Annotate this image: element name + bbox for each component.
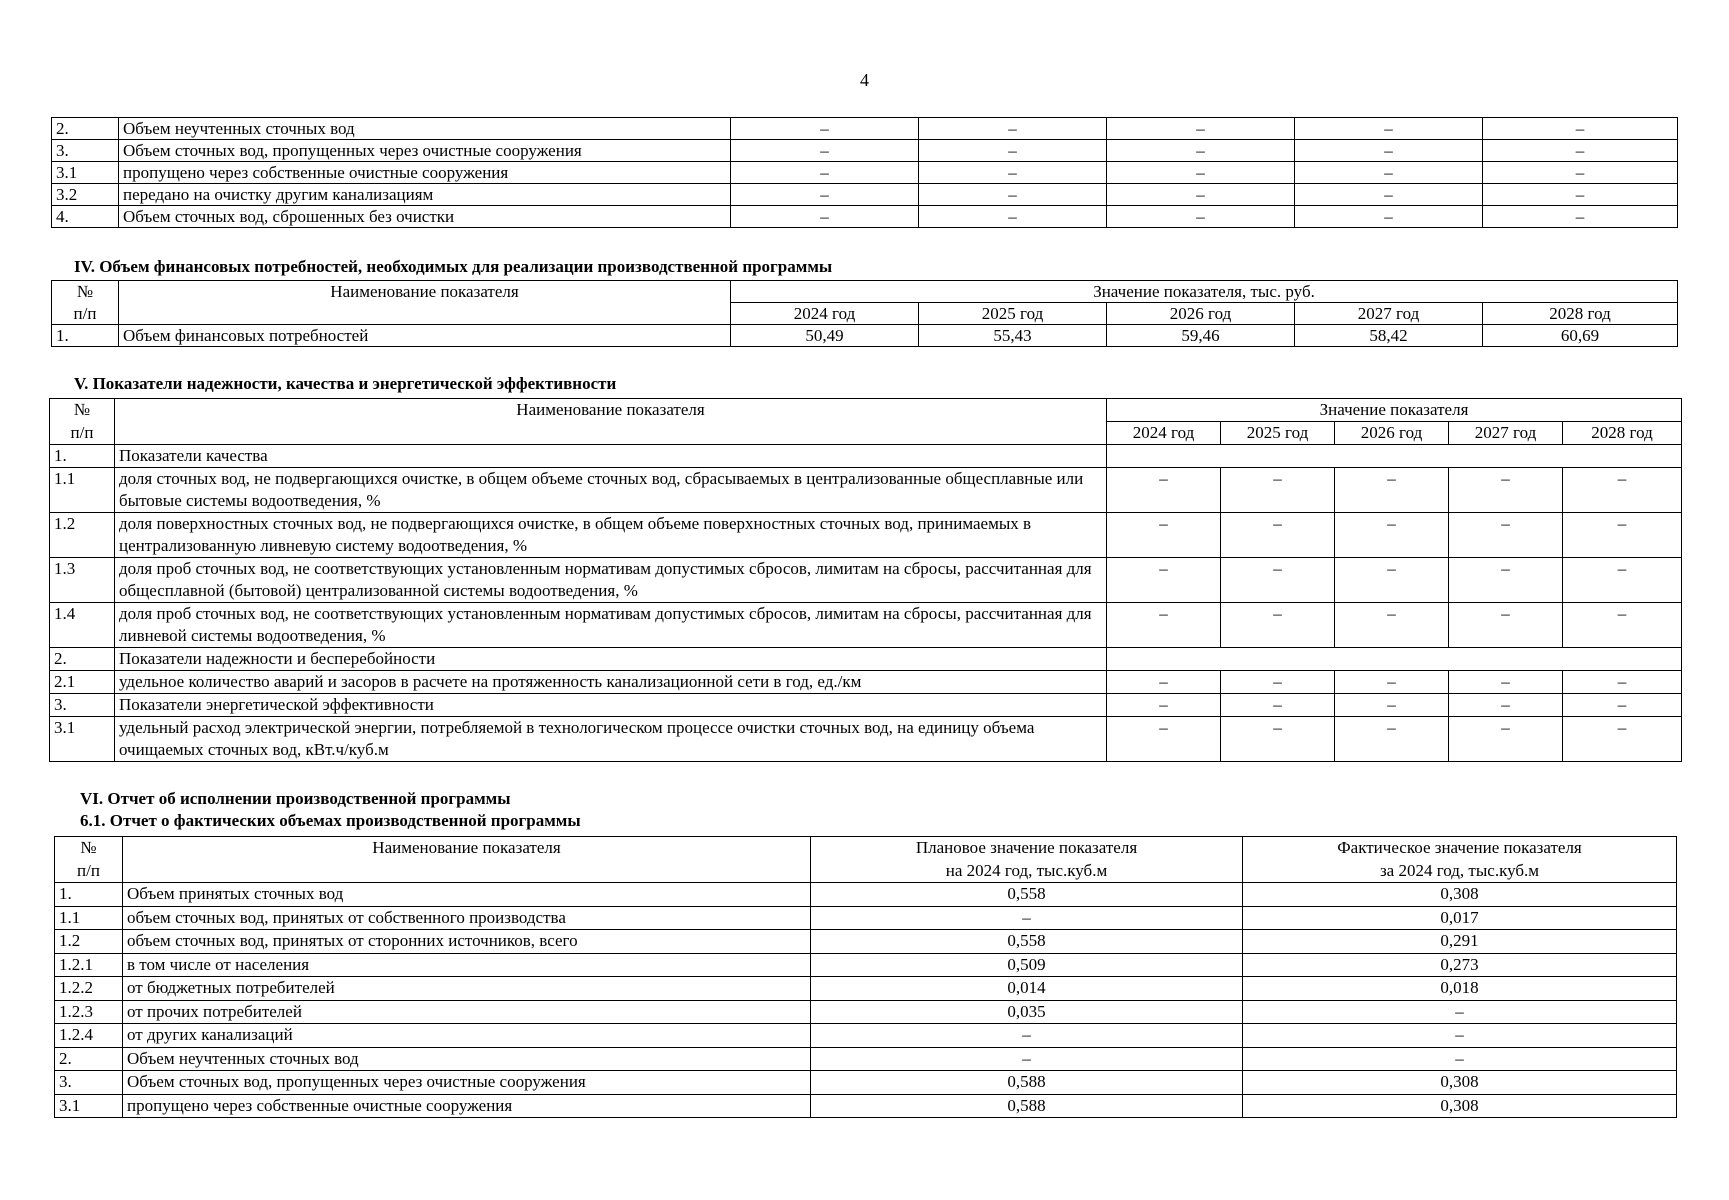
row-value: – <box>1449 513 1563 558</box>
header-num: № <box>50 399 115 422</box>
row-fact-value: 0,291 <box>1243 930 1677 954</box>
row-fact-value: – <box>1243 1000 1677 1024</box>
row-plan-value: 0,509 <box>811 953 1243 977</box>
row-value: – <box>1107 162 1295 184</box>
row-value: 58,42 <box>1295 325 1483 347</box>
row-number: 1.2 <box>50 513 115 558</box>
table-row <box>55 906 1677 930</box>
header-pp: п/п <box>55 860 123 883</box>
row-fact-value: 0,308 <box>1243 1094 1677 1118</box>
header-pp: п/п <box>52 303 119 325</box>
row-number: 1.3 <box>50 558 115 603</box>
row-name: передано на очистку другим канализациям <box>119 184 731 206</box>
page-number: 4 <box>860 70 869 90</box>
section6-title: VI. Отчет об исполнении производственной программы <box>80 789 511 808</box>
table-row <box>50 468 1682 513</box>
table-row <box>50 603 1682 648</box>
row-name: Объем неучтенных сточных вод <box>119 118 731 140</box>
row-number: 3.1 <box>55 1094 123 1118</box>
row-value: – <box>1449 603 1563 648</box>
row-name: Объем неучтенных сточных вод <box>123 1047 811 1071</box>
row-value: – <box>1483 162 1678 184</box>
table-row <box>55 1071 1677 1095</box>
row-value: – <box>731 118 919 140</box>
table-row <box>52 184 1678 206</box>
row-value: – <box>1335 558 1449 603</box>
continued-table <box>51 117 1678 228</box>
row-name: от прочих потребителей <box>123 1000 811 1024</box>
row-value: – <box>1563 468 1682 513</box>
row-value-empty <box>1107 648 1682 671</box>
row-number: 1.4 <box>50 603 115 648</box>
row-number: 1. <box>50 445 115 468</box>
row-plan-value: 0,588 <box>811 1094 1243 1118</box>
table-row <box>50 445 1682 468</box>
row-value: – <box>1221 603 1335 648</box>
row-fact-value: 0,018 <box>1243 977 1677 1001</box>
year-header: 2027 год <box>1295 303 1483 325</box>
row-fact-value: 0,308 <box>1243 1071 1677 1095</box>
row-name: объем сточных вод, принятых от сторонних источников, всего <box>123 930 811 954</box>
row-name: Показатели надежности и бесперебойности <box>115 648 1107 671</box>
table-row <box>55 977 1677 1001</box>
row-number: 3.1 <box>52 162 119 184</box>
row-value: – <box>1335 694 1449 717</box>
table-row <box>55 1047 1677 1071</box>
row-value: – <box>919 140 1107 162</box>
table-row <box>52 325 1678 347</box>
table-row <box>52 140 1678 162</box>
header-num: № <box>55 837 123 860</box>
row-number: 2. <box>50 648 115 671</box>
table-row <box>50 694 1682 717</box>
row-value: – <box>1563 513 1682 558</box>
row-value: – <box>1335 468 1449 513</box>
row-number: 3. <box>55 1071 123 1095</box>
row-name: доля поверхностных сточных вод, не подвергающихся очистке, в общем объеме поверхностных сточных вод, принимаемых в централизованную ливневую систему водоотведения, % <box>115 513 1107 558</box>
reliability-quality-table <box>49 398 1682 762</box>
header-pp: п/п <box>50 422 115 445</box>
row-name: доля проб сточных вод, не соответствующих установленным нормативам допустимых сбросов, лимитам на сбросы, рассчитанная для ливневой системы водоотведения, % <box>115 603 1107 648</box>
row-plan-value: 0,035 <box>811 1000 1243 1024</box>
table-row <box>55 930 1677 954</box>
row-number: 2. <box>55 1047 123 1071</box>
header-plan-line1: Плановое значение показателя <box>811 837 1243 860</box>
table-row <box>50 648 1682 671</box>
header-name: Наименование показателя <box>123 837 811 883</box>
row-plan-value: – <box>811 1047 1243 1071</box>
row-name: Объем финансовых потребностей <box>119 325 731 347</box>
header-fact-line2: за 2024 год, тыс.куб.м <box>1243 860 1677 883</box>
row-name: Объем сточных вод, пропущенных через очистные сооружения <box>119 140 731 162</box>
row-name: пропущено через собственные очистные сооружения <box>123 1094 811 1118</box>
row-value: – <box>1295 206 1483 228</box>
row-fact-value: – <box>1243 1024 1677 1048</box>
header-value: Значение показателя, тыс. руб. <box>731 281 1678 303</box>
row-name: Объем сточных вод, сброшенных без очистки <box>119 206 731 228</box>
table-row <box>52 206 1678 228</box>
row-number: 1.2.1 <box>55 953 123 977</box>
row-value: – <box>1449 694 1563 717</box>
table-row <box>55 953 1677 977</box>
row-value: – <box>1563 558 1682 603</box>
row-value: – <box>1221 694 1335 717</box>
row-value: – <box>1483 140 1678 162</box>
row-number: 1.1 <box>55 906 123 930</box>
row-name: удельное количество аварий и засоров в расчете на протяженность канализационной сети в год, ед./км <box>115 671 1107 694</box>
row-value: – <box>1335 717 1449 762</box>
row-value: – <box>1449 671 1563 694</box>
header-num: № <box>52 281 119 303</box>
table-row <box>55 1024 1677 1048</box>
row-value: – <box>1295 184 1483 206</box>
row-name: объем сточных вод, принятых от собственного производства <box>123 906 811 930</box>
row-value: – <box>1107 717 1221 762</box>
table-row <box>55 1000 1677 1024</box>
section4-title: IV. Объем финансовых потребностей, необходимых для реализации производственной программы <box>74 257 833 276</box>
row-value: – <box>1563 671 1682 694</box>
row-value: – <box>1107 468 1221 513</box>
row-number: 1.2.4 <box>55 1024 123 1048</box>
row-value: – <box>1449 717 1563 762</box>
row-name: доля проб сточных вод, не соответствующих установленным нормативам допустимых сбросов, лимитам на сбросы, рассчитанная для общесплавной (бытовой) централизованной системы водоотведения, % <box>115 558 1107 603</box>
row-value: – <box>1107 184 1295 206</box>
row-number: 3. <box>50 694 115 717</box>
row-name: Объем принятых сточных вод <box>123 883 811 907</box>
row-name: Показатели качества <box>115 445 1107 468</box>
row-value: – <box>1563 694 1682 717</box>
row-value: – <box>1335 603 1449 648</box>
table-row <box>50 671 1682 694</box>
row-value: – <box>1483 206 1678 228</box>
table-row <box>50 717 1682 762</box>
row-value-empty <box>1107 445 1682 468</box>
row-value: – <box>1107 513 1221 558</box>
row-value: – <box>1563 717 1682 762</box>
row-name: Показатели энергетической эффективности <box>115 694 1107 717</box>
row-value: – <box>1107 206 1295 228</box>
row-name: от других канализаций <box>123 1024 811 1048</box>
year-header: 2026 год <box>1107 303 1295 325</box>
table-row <box>52 118 1678 140</box>
row-value: – <box>1221 513 1335 558</box>
row-value: – <box>1295 118 1483 140</box>
row-name: удельный расход электрической энергии, потребляемой в технологическом процессе очистки сточных вод, на единицу объема очищаемых сточных вод, кВт.ч/куб.м <box>115 717 1107 762</box>
table-row <box>55 883 1677 907</box>
row-value: – <box>1221 468 1335 513</box>
header-name: Наименование показателя <box>119 281 731 325</box>
row-number: 1.2.3 <box>55 1000 123 1024</box>
row-plan-value: 0,558 <box>811 883 1243 907</box>
row-value: – <box>1107 140 1295 162</box>
header-value: Значение показателя <box>1107 399 1682 422</box>
row-number: 1. <box>55 883 123 907</box>
row-value: – <box>1483 184 1678 206</box>
row-number: 2. <box>52 118 119 140</box>
row-number: 1. <box>52 325 119 347</box>
row-value: – <box>1449 558 1563 603</box>
row-name: доля сточных вод, не подвергающихся очистке, в общем объеме сточных вод, сбрасываемых в централизованные общесплавные или бытовые системы водоотведения, % <box>115 468 1107 513</box>
row-value: – <box>1563 603 1682 648</box>
row-value: 60,69 <box>1483 325 1678 347</box>
row-value: – <box>919 206 1107 228</box>
row-value: – <box>919 162 1107 184</box>
row-value: 59,46 <box>1107 325 1295 347</box>
row-value: – <box>1295 162 1483 184</box>
header-plan-line2: на 2024 год, тыс.куб.м <box>811 860 1243 883</box>
row-name: в том числе от населения <box>123 953 811 977</box>
row-value: – <box>1221 558 1335 603</box>
row-plan-value: 0,588 <box>811 1071 1243 1095</box>
row-value: – <box>1221 671 1335 694</box>
row-plan-value: – <box>811 1024 1243 1048</box>
row-value: – <box>919 184 1107 206</box>
section5-title: V. Показатели надежности, качества и энергетической эффективности <box>74 374 617 393</box>
row-name: пропущено через собственные очистные сооружения <box>119 162 731 184</box>
row-number: 1.1 <box>50 468 115 513</box>
row-plan-value: 0,558 <box>811 930 1243 954</box>
row-number: 1.2 <box>55 930 123 954</box>
row-number: 3.1 <box>50 717 115 762</box>
table-row <box>50 513 1682 558</box>
row-value: – <box>1107 558 1221 603</box>
year-header: 2028 год <box>1563 422 1682 445</box>
row-value: – <box>1335 513 1449 558</box>
row-fact-value: 0,308 <box>1243 883 1677 907</box>
row-value: – <box>1107 694 1221 717</box>
row-value: – <box>1295 140 1483 162</box>
row-number: 1.2.2 <box>55 977 123 1001</box>
year-header: 2028 год <box>1483 303 1678 325</box>
row-number: 3. <box>52 140 119 162</box>
year-header: 2027 год <box>1449 422 1563 445</box>
row-plan-value: 0,014 <box>811 977 1243 1001</box>
table-row <box>55 1094 1677 1118</box>
row-fact-value: 0,273 <box>1243 953 1677 977</box>
row-number: 3.2 <box>52 184 119 206</box>
year-header: 2026 год <box>1335 422 1449 445</box>
section6-subtitle: 6.1. Отчет о фактических объемах производственной программы <box>80 811 581 830</box>
row-value: – <box>1483 118 1678 140</box>
row-fact-value: – <box>1243 1047 1677 1071</box>
table-row <box>50 558 1682 603</box>
row-value: – <box>919 118 1107 140</box>
row-value: 55,43 <box>919 325 1107 347</box>
year-header: 2024 год <box>731 303 919 325</box>
year-header: 2024 год <box>1107 422 1221 445</box>
actual-volumes-table <box>54 836 1677 1118</box>
header-fact-line1: Фактическое значение показателя <box>1243 837 1677 860</box>
row-value: – <box>1221 717 1335 762</box>
row-value: – <box>1107 603 1221 648</box>
row-value: – <box>1449 468 1563 513</box>
table-row <box>52 162 1678 184</box>
row-name: от бюджетных потребителей <box>123 977 811 1001</box>
financial-needs-table <box>51 280 1678 347</box>
row-value: – <box>1335 671 1449 694</box>
row-value: – <box>1107 671 1221 694</box>
row-plan-value: – <box>811 906 1243 930</box>
row-number: 4. <box>52 206 119 228</box>
row-value: – <box>731 140 919 162</box>
year-header: 2025 год <box>1221 422 1335 445</box>
header-name: Наименование показателя <box>115 399 1107 445</box>
row-value: – <box>731 162 919 184</box>
row-number: 2.1 <box>50 671 115 694</box>
row-value: 50,49 <box>731 325 919 347</box>
row-name: Объем сточных вод, пропущенных через очистные сооружения <box>123 1071 811 1095</box>
row-value: – <box>731 206 919 228</box>
row-fact-value: 0,017 <box>1243 906 1677 930</box>
year-header: 2025 год <box>919 303 1107 325</box>
row-value: – <box>731 184 919 206</box>
row-value: – <box>1107 118 1295 140</box>
